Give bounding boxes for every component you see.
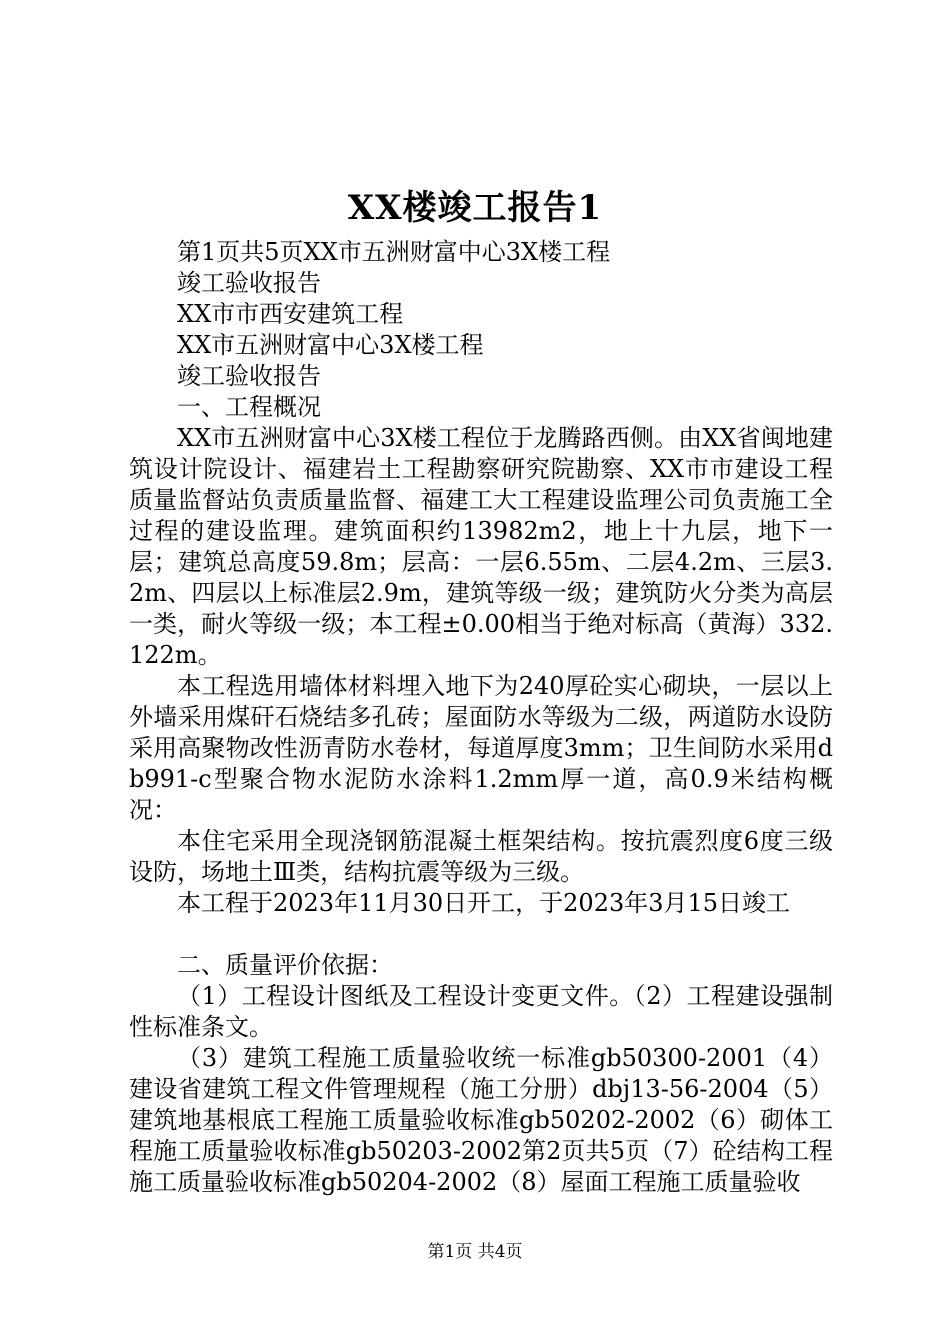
body-paragraph: 本住宅采用全现浇钢筋混凝土框架结构。按抗震烈度6度三级设防，场地土Ⅲ类，结构抗震等级为三级。: [129, 827, 833, 886]
body-paragraph: 本工程选用墙体材料埋入地下为240厚砼实心砌块，一层以上外墙采用煤矸石烧结多孔砖；屋面防水等级为二级，两道防水设防采用高聚物改性沥青防水卷材，每道厚度3mm；卫生间防水采用db991-c型聚合物水泥防水涂料1.2mm厚一道，高0.9米结构概况：: [129, 672, 833, 824]
body-paragraph: 本工程于2023年11月30日开工，于2023年3月15日竣工: [177, 889, 791, 917]
document-title: XX楼竣工报告1: [347, 188, 603, 228]
header-line: 竣工验收报告: [177, 362, 321, 390]
spacer: [129, 919, 833, 950]
section-heading: 一、工程概况: [177, 393, 321, 421]
body-paragraph: （1）工程设计图纸及工程设计变更文件。（2）工程建设强制性标准条文。: [129, 982, 833, 1041]
body-paragraph: XX市五洲财富中心3X楼工程位于龙腾路西侧。由XX省闽地建筑设计院设计、福建岩土工程勘察研究院勘察、XX市市建设工程质量监督站负责质量监督、福建工大工程建设监理公司负责施工全过程的建设监理。建筑面积约13982m2，地上十九层，地下一层；建筑总高度59.8m；层高：一层6.55m、二层4.2m、三层3.2m、四层以上标准层2.9m，建筑等级一级；建筑防火分类为高层一类，耐火等级一级；本工程±0.00相当于绝对标高（黄海）332.122m。: [129, 424, 833, 669]
body-paragraph: （3）建筑工程施工质量验收统一标准gb50300-2001（4）建设省建筑工程文件管理规程（施工分册）dbj13-56-2004（5）建筑地基根底工程施工质量验收标准gb50202-2002（6）砌体工程施工质量验收标准gb50203-2002第2页共5页（7）砼结构工程施工质量验收标准gb50204-2002（8）屋面工程施工质量验收: [129, 1044, 833, 1196]
page-footer: 第1页 共4页: [427, 1242, 523, 1262]
document-body: [129, 237, 833, 1198]
header-line: XX市五洲财富中心3X楼工程: [177, 331, 484, 359]
header-line: 竣工验收报告: [177, 269, 321, 297]
header-line: XX市市西安建筑工程: [177, 300, 404, 328]
header-line: 第1页共5页XX市五洲财富中心3X楼工程: [177, 238, 611, 266]
section-heading: 二、质量评价依据：: [177, 951, 393, 979]
